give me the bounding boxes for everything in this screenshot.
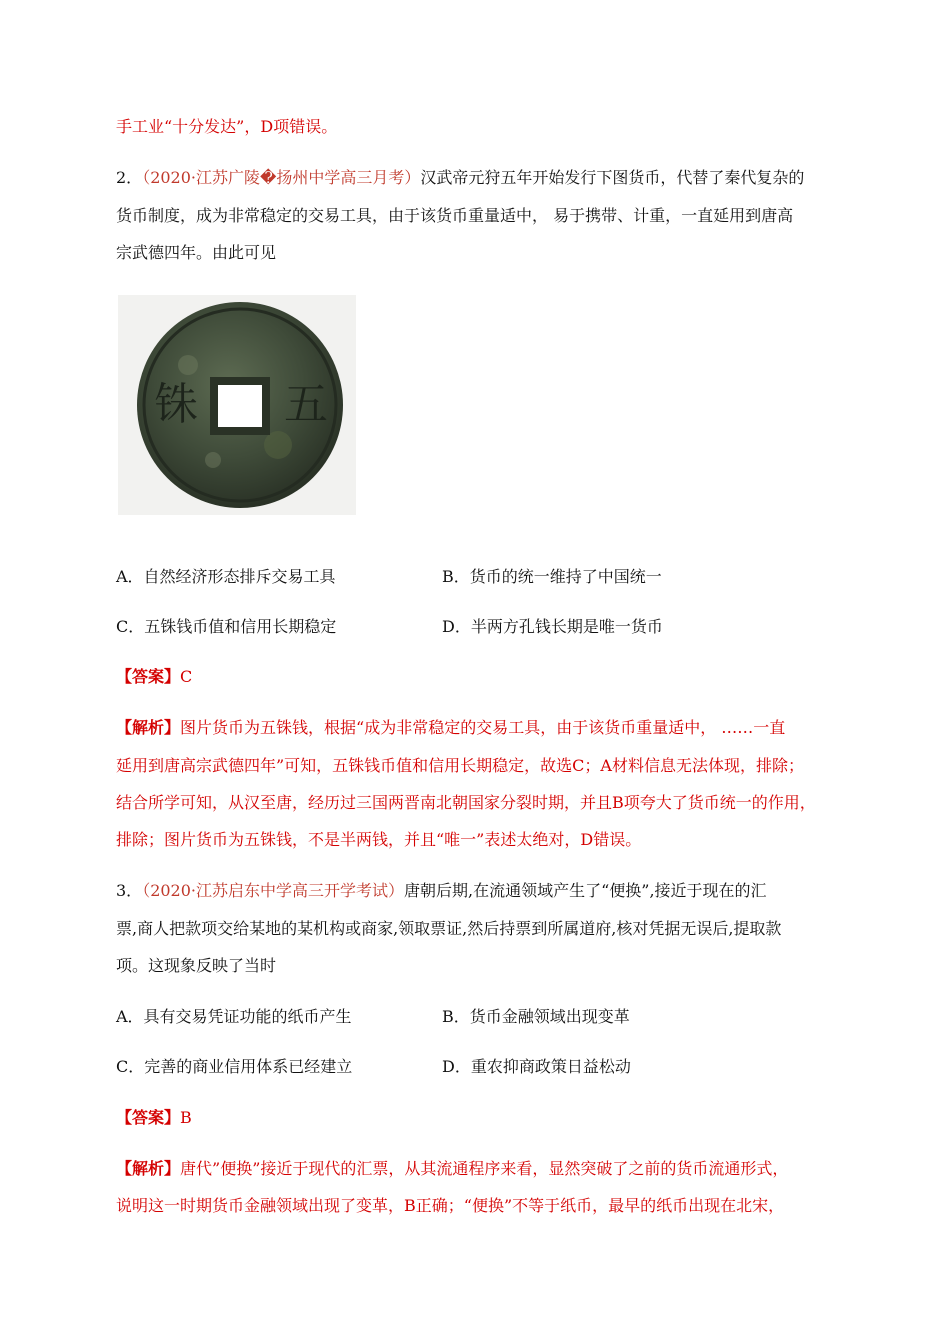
q2-stem-line1	[116, 168, 840, 188]
coin-char-zhu: 铢	[154, 379, 198, 430]
wuzhu-coin-image	[118, 295, 356, 515]
q3-stem-line2: 票,商人把款项交给某地的某机构或商家,领取票证,然后持票到所属道府,核对凭据无误后,提取款	[116, 919, 782, 938]
q3-number: 3．	[116, 881, 143, 900]
q2-number: 2．	[116, 168, 143, 187]
q3-option-d[interactable]: D．重农抑商政策日益松动	[442, 1057, 631, 1076]
q3-option-c[interactable]: C．完善的商业信用体系已经建立	[116, 1057, 353, 1076]
q2-analysis-line3: 结合所学可知，从汉至唐，经历过三国两晋南北朝国家分裂时期，并且B项夸大了货币统一的作用，	[116, 793, 816, 812]
q3-analysis-label: 【解析】	[116, 1159, 181, 1178]
q3-option-b[interactable]: B．货币金融领域出现变革	[442, 1007, 630, 1026]
q3-analysis-line2: 说明这一时期货币金融领域出现了变革，B正确；“便换”不等于纸币，最早的纸币出现在北宋，	[116, 1196, 785, 1215]
q2-analysis-text: 图片货币为五铢钱，根据“成为非常稳定的交易工具，由于该货币重量适中， ……一直	[180, 718, 786, 737]
q3-source: （2020·江苏启东中学高三开学考试）	[142, 881, 404, 900]
q2-stem-line2: 货币制度，成为非常稳定的交易工具，由于该货币重量适中， 易于携带、计重，一直延用到唐高	[116, 206, 794, 225]
q2-answer	[116, 667, 840, 687]
q2-answer-label: 【答案】	[116, 667, 181, 686]
q3-analysis-line1	[116, 1159, 840, 1179]
q2-analysis-line4: 排除；图片货币为五铢钱，不是半两钱，并且“唯一”表述太绝对，D错误。	[116, 830, 642, 849]
coin-char-wu: 五	[284, 379, 328, 430]
q3-answer	[116, 1108, 840, 1128]
q3-stem-text: 唐朝后期,在流通领域产生了“便换”,接近于现在的汇	[404, 881, 767, 900]
q2-analysis-line1	[116, 718, 840, 738]
q3-analysis-text: 唐代”便换”接近于现代的汇票，从其流通程序来看，显然突破了之前的货币流通形式，	[180, 1159, 789, 1178]
q2-answer-value: C	[180, 667, 193, 686]
q2-stem-text: 汉武帝元狩五年开始发行下图货币，代替了秦代复杂的	[420, 168, 805, 187]
q2-analysis-label: 【解析】	[116, 718, 181, 737]
q2-option-a[interactable]: A．自然经济形态排斥交易工具	[116, 567, 336, 586]
q2-option-c[interactable]: C．五铢钱币值和信用长期稳定	[116, 617, 337, 636]
q2-source: （2020·江苏广陵�扬州中学高三月考）	[142, 168, 421, 187]
q3-stem-line1	[116, 881, 840, 901]
previous-analysis-tail: 手工业“十分发达”，D项错误。	[116, 117, 338, 136]
q2-analysis-line2: 延用到唐高宗武德四年”可知，五铢钱币值和信用长期稳定，故选C；A材料信息无法体现，排除；	[116, 756, 804, 775]
q3-stem-line3: 项。这现象反映了当时	[116, 956, 277, 975]
q3-answer-value: B	[180, 1108, 192, 1127]
q2-stem-line3: 宗武德四年。由此可见	[116, 243, 277, 262]
q2-option-d[interactable]: D．半两方孔钱长期是唯一货币	[442, 617, 663, 636]
coin-square-hole	[218, 385, 262, 427]
q3-answer-label: 【答案】	[116, 1108, 181, 1127]
q3-option-a[interactable]: A．具有交易凭证功能的纸币产生	[116, 1007, 352, 1026]
q2-option-b[interactable]: B．货币的统一维持了中国统一	[442, 567, 662, 586]
coin-illustration	[118, 295, 356, 515]
